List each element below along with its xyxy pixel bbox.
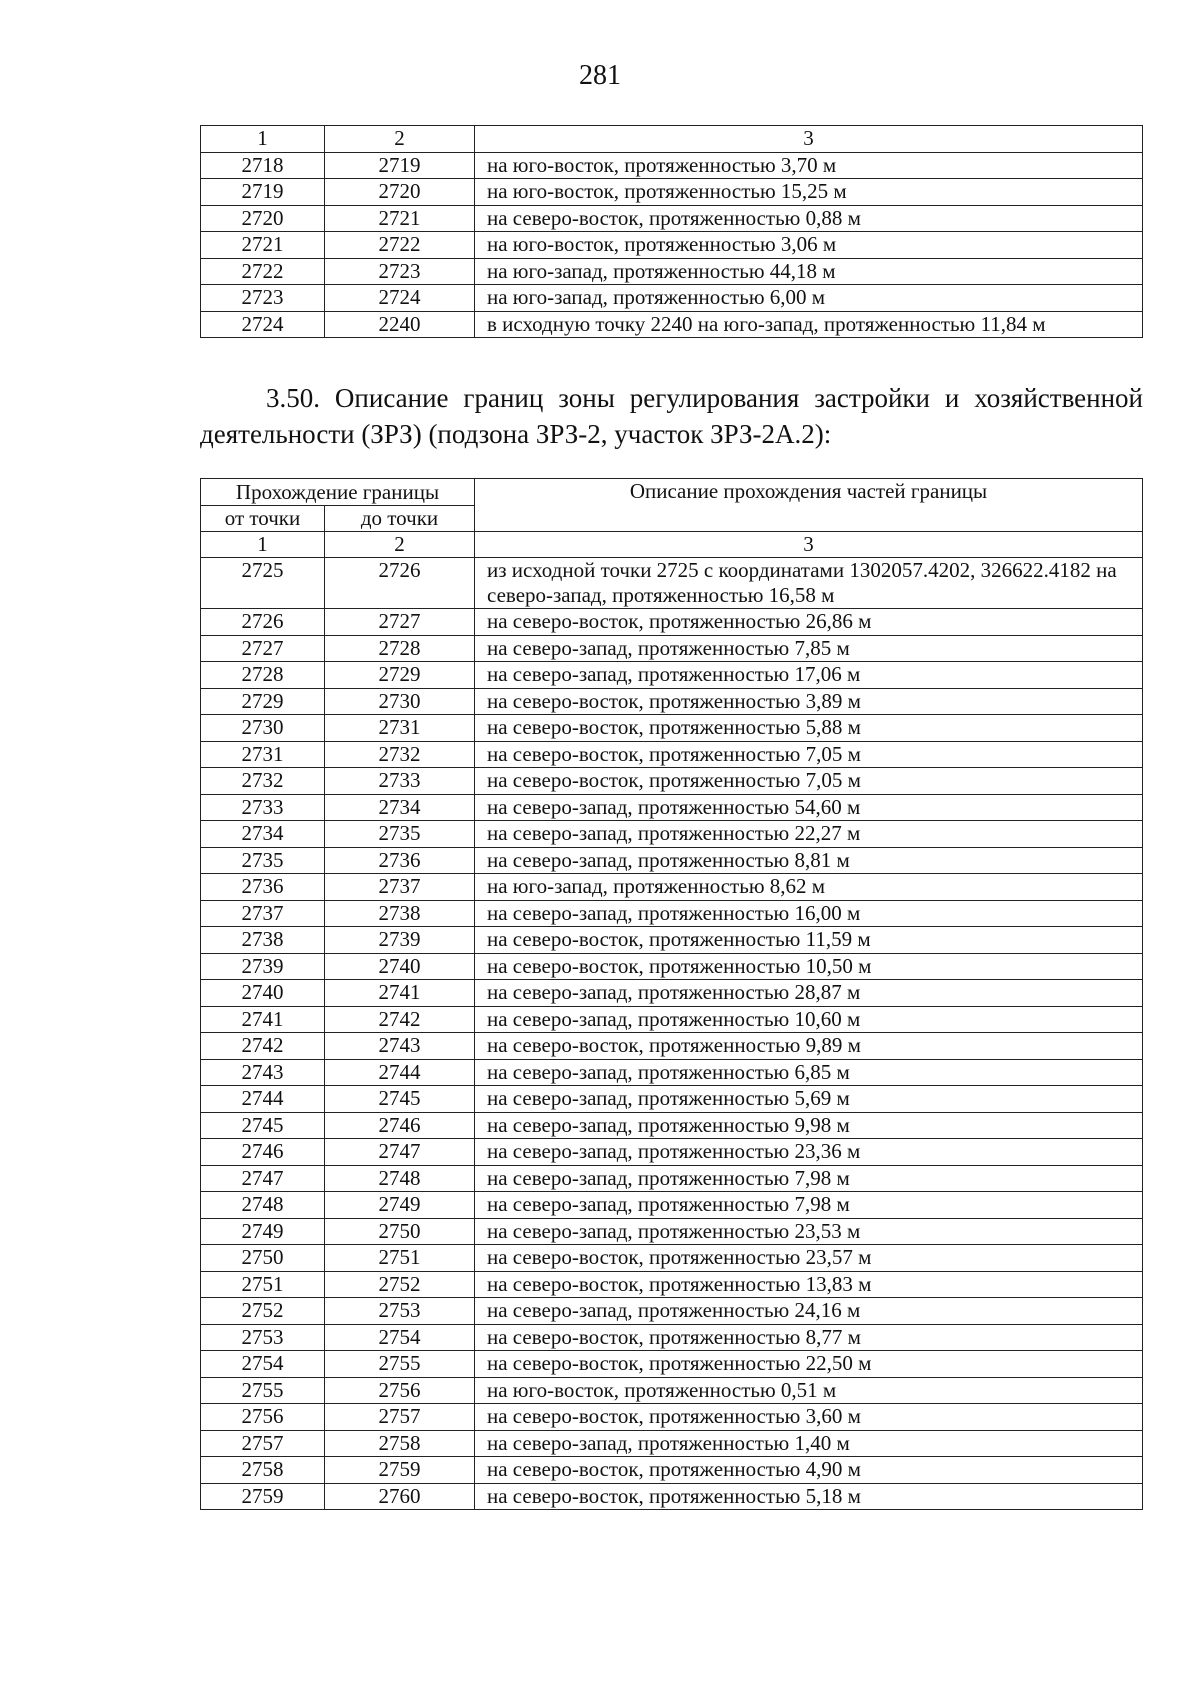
from-point-cell: 2733 <box>201 794 325 821</box>
description-cell: на северо-запад, протяженностью 10,60 м <box>475 1006 1143 1033</box>
table-row <box>201 1430 1143 1457</box>
description-cell: на северо-восток, протяженностью 3,60 м <box>475 1404 1143 1431</box>
description-cell: на северо-запад, протяженностью 16,00 м <box>475 900 1143 927</box>
boundary-description-table <box>200 478 1143 1510</box>
description-cell: на северо-восток, протяженностью 23,57 м <box>475 1245 1143 1272</box>
description-cell: на северо-запад, протяженностью 6,85 м <box>475 1059 1143 1086</box>
description-cell: на северо-запад, протяженностью 54,60 м <box>475 794 1143 821</box>
to-point-cell: 2721 <box>325 205 475 232</box>
from-point-cell: 2747 <box>201 1165 325 1192</box>
to-point-cell: 2754 <box>325 1324 475 1351</box>
to-point-cell: 2720 <box>325 179 475 206</box>
from-point-cell: 2740 <box>201 980 325 1007</box>
table2-body <box>201 558 1143 1510</box>
to-point-cell: 2746 <box>325 1112 475 1139</box>
table-row <box>201 688 1143 715</box>
from-point-cell: 2757 <box>201 1430 325 1457</box>
table-row <box>201 609 1143 636</box>
to-point-cell: 2737 <box>325 874 475 901</box>
description-cell: на юго-восток, протяженностью 3,06 м <box>475 232 1143 259</box>
table1-body <box>201 126 1143 338</box>
description-cell: на северо-запад, протяженностью 5,69 м <box>475 1086 1143 1113</box>
table-row <box>201 1112 1143 1139</box>
table-row <box>201 1377 1143 1404</box>
from-point-cell: 2722 <box>201 258 325 285</box>
table-row <box>201 662 1143 689</box>
table-row <box>201 847 1143 874</box>
table-row <box>201 1298 1143 1325</box>
description-cell: на северо-запад, протяженностью 23,36 м <box>475 1139 1143 1166</box>
to-point-cell: 2743 <box>325 1033 475 1060</box>
table-row <box>201 1086 1143 1113</box>
table2-col-number: 2 <box>325 532 475 558</box>
to-point-cell: 2727 <box>325 609 475 636</box>
table-row <box>201 285 1143 312</box>
description-cell: на северо-восток, протяженностью 7,05 м <box>475 741 1143 768</box>
description-cell: на северо-запад, протяженностью 7,98 м <box>475 1165 1143 1192</box>
header-description: Описание прохождения частей границы <box>475 479 1143 532</box>
description-cell: на северо-восток, протяженностью 13,83 м <box>475 1271 1143 1298</box>
table2-col-number: 1 <box>201 532 325 558</box>
from-point-cell: 2754 <box>201 1351 325 1378</box>
description-cell: на северо-запад, протяженностью 9,98 м <box>475 1112 1143 1139</box>
table-row <box>201 1218 1143 1245</box>
from-point-cell: 2729 <box>201 688 325 715</box>
description-cell: на северо-восток, протяженностью 11,59 м <box>475 927 1143 954</box>
from-point-cell: 2735 <box>201 847 325 874</box>
to-point-cell: 2729 <box>325 662 475 689</box>
to-point-cell: 2752 <box>325 1271 475 1298</box>
from-point-cell: 2739 <box>201 953 325 980</box>
description-cell: на северо-запад, протяженностью 23,53 м <box>475 1218 1143 1245</box>
to-point-cell: 2240 <box>325 311 475 338</box>
to-point-cell: 2739 <box>325 927 475 954</box>
to-point-cell: 2742 <box>325 1006 475 1033</box>
table-row <box>201 1006 1143 1033</box>
header-to-point: до точки <box>325 506 475 532</box>
from-point-cell: 2736 <box>201 874 325 901</box>
table-row <box>201 741 1143 768</box>
from-point-cell: 2725 <box>201 558 325 609</box>
from-point-cell: 2730 <box>201 715 325 742</box>
to-point-cell: 2738 <box>325 900 475 927</box>
from-point-cell: 2734 <box>201 821 325 848</box>
table-row <box>201 768 1143 795</box>
from-point-cell: 2753 <box>201 1324 325 1351</box>
to-point-cell: 2749 <box>325 1192 475 1219</box>
to-point-cell: 2758 <box>325 1430 475 1457</box>
to-point-cell: 2753 <box>325 1298 475 1325</box>
description-cell: на северо-восток, протяженностью 3,89 м <box>475 688 1143 715</box>
to-point-cell: 2748 <box>325 1165 475 1192</box>
from-point-cell: 2724 <box>201 311 325 338</box>
from-point-cell: 2752 <box>201 1298 325 1325</box>
table-row <box>201 1404 1143 1431</box>
table-row <box>201 152 1143 179</box>
to-point-cell: 2732 <box>325 741 475 768</box>
to-point-cell: 2744 <box>325 1059 475 1086</box>
to-point-cell: 2757 <box>325 1404 475 1431</box>
table1-header-row <box>201 126 1143 153</box>
from-point-cell: 2720 <box>201 205 325 232</box>
table2-header-row <box>201 479 1143 506</box>
to-point-cell: 2735 <box>325 821 475 848</box>
description-cell: на юго-запад, протяженностью 6,00 м <box>475 285 1143 312</box>
from-point-cell: 2750 <box>201 1245 325 1272</box>
table-row <box>201 635 1143 662</box>
description-cell: из исходной точки 2725 с координатами 1302057.4202, 326622.4182 на северо-запад, протяженностью 16,58 м <box>475 558 1143 609</box>
from-point-cell: 2742 <box>201 1033 325 1060</box>
from-point-cell: 2759 <box>201 1483 325 1510</box>
to-point-cell: 2740 <box>325 953 475 980</box>
from-point-cell: 2731 <box>201 741 325 768</box>
from-point-cell: 2728 <box>201 662 325 689</box>
header-boundary-passage: Прохождение границы <box>201 479 475 506</box>
table-row <box>201 980 1143 1007</box>
to-point-cell: 2724 <box>325 285 475 312</box>
table-row <box>201 1059 1143 1086</box>
to-point-cell: 2760 <box>325 1483 475 1510</box>
description-cell: на северо-восток, протяженностью 26,86 м <box>475 609 1143 636</box>
from-point-cell: 2732 <box>201 768 325 795</box>
description-cell: на северо-восток, протяженностью 0,88 м <box>475 205 1143 232</box>
from-point-cell: 2746 <box>201 1139 325 1166</box>
description-cell: на северо-восток, протяженностью 5,18 м <box>475 1483 1143 1510</box>
table-row <box>201 1351 1143 1378</box>
to-point-cell: 2733 <box>325 768 475 795</box>
from-point-cell: 2741 <box>201 1006 325 1033</box>
table-row <box>201 1457 1143 1484</box>
from-point-cell: 2718 <box>201 152 325 179</box>
from-point-cell: 2755 <box>201 1377 325 1404</box>
to-point-cell: 2723 <box>325 258 475 285</box>
table-row <box>201 258 1143 285</box>
table-row <box>201 558 1143 609</box>
from-point-cell: 2744 <box>201 1086 325 1113</box>
table-row <box>201 1271 1143 1298</box>
description-cell: на северо-запад, протяженностью 28,87 м <box>475 980 1143 1007</box>
from-point-cell: 2721 <box>201 232 325 259</box>
table-row <box>201 794 1143 821</box>
to-point-cell: 2750 <box>325 1218 475 1245</box>
description-cell: на юго-запад, протяженностью 44,18 м <box>475 258 1143 285</box>
to-point-cell: 2755 <box>325 1351 475 1378</box>
from-point-cell: 2727 <box>201 635 325 662</box>
description-cell: на северо-запад, протяженностью 1,40 м <box>475 1430 1143 1457</box>
from-point-cell: 2758 <box>201 1457 325 1484</box>
from-point-cell: 2719 <box>201 179 325 206</box>
from-point-cell: 2726 <box>201 609 325 636</box>
table-row <box>201 1165 1143 1192</box>
from-point-cell: 2745 <box>201 1112 325 1139</box>
to-point-cell: 2756 <box>325 1377 475 1404</box>
to-point-cell: 2726 <box>325 558 475 609</box>
from-point-cell: 2749 <box>201 1218 325 1245</box>
header-from-point: от точки <box>201 506 325 532</box>
table-row <box>201 179 1143 206</box>
table1-col-number: 1 <box>201 126 325 153</box>
to-point-cell: 2759 <box>325 1457 475 1484</box>
description-cell: на северо-запад, протяженностью 22,27 м <box>475 821 1143 848</box>
from-point-cell: 2743 <box>201 1059 325 1086</box>
boundary-table-continuation <box>200 125 1143 338</box>
to-point-cell: 2741 <box>325 980 475 1007</box>
from-point-cell: 2756 <box>201 1404 325 1431</box>
to-point-cell: 2722 <box>325 232 475 259</box>
to-point-cell: 2728 <box>325 635 475 662</box>
to-point-cell: 2730 <box>325 688 475 715</box>
description-cell: на юго-восток, протяженностью 0,51 м <box>475 1377 1143 1404</box>
description-cell: на северо-запад, протяженностью 8,81 м <box>475 847 1143 874</box>
from-point-cell: 2748 <box>201 1192 325 1219</box>
table-row <box>201 1033 1143 1060</box>
table-row <box>201 1324 1143 1351</box>
table-row <box>201 953 1143 980</box>
table-row <box>201 821 1143 848</box>
from-point-cell: 2737 <box>201 900 325 927</box>
table-row <box>201 715 1143 742</box>
to-point-cell: 2719 <box>325 152 475 179</box>
description-cell: на северо-восток, протяженностью 22,50 м <box>475 1351 1143 1378</box>
section-heading: 3.50. Описание границ зоны регулирования застройки и хозяйственной деятельности (ЗРЗ) (подзона ЗРЗ-2, участок ЗРЗ-2А.2): <box>200 383 1143 449</box>
page-number: 281 <box>579 60 621 91</box>
table2-col-number: 3 <box>475 532 1143 558</box>
table-row <box>201 205 1143 232</box>
description-cell: на северо-запад, протяженностью 17,06 м <box>475 662 1143 689</box>
table-row <box>201 1483 1143 1510</box>
from-point-cell: 2751 <box>201 1271 325 1298</box>
to-point-cell: 2751 <box>325 1245 475 1272</box>
description-cell: на северо-восток, протяженностью 4,90 м <box>475 1457 1143 1484</box>
description-cell: на юго-восток, протяженностью 15,25 м <box>475 179 1143 206</box>
to-point-cell: 2734 <box>325 794 475 821</box>
table-row <box>201 232 1143 259</box>
description-cell: на северо-восток, протяженностью 10,50 м <box>475 953 1143 980</box>
description-cell: в исходную точку 2240 на юго-запад, протяженностью 11,84 м <box>475 311 1143 338</box>
description-cell: на юго-запад, протяженностью 8,62 м <box>475 874 1143 901</box>
description-cell: на северо-восток, протяженностью 5,88 м <box>475 715 1143 742</box>
to-point-cell: 2745 <box>325 1086 475 1113</box>
to-point-cell: 2731 <box>325 715 475 742</box>
table1-col-number: 2 <box>325 126 475 153</box>
table-row <box>201 1139 1143 1166</box>
to-point-cell: 2736 <box>325 847 475 874</box>
description-cell: на северо-запад, протяженностью 24,16 м <box>475 1298 1143 1325</box>
table-row <box>201 311 1143 338</box>
table-row <box>201 1192 1143 1219</box>
from-point-cell: 2723 <box>201 285 325 312</box>
description-cell: на северо-восток, протяженностью 9,89 м <box>475 1033 1143 1060</box>
table1-col-number: 3 <box>475 126 1143 153</box>
description-cell: на северо-запад, протяженностью 7,98 м <box>475 1192 1143 1219</box>
description-cell: на северо-восток, протяженностью 7,05 м <box>475 768 1143 795</box>
table-row <box>201 874 1143 901</box>
table2-column-numbers-row <box>201 532 1143 558</box>
description-cell: на юго-восток, протяженностью 3,70 м <box>475 152 1143 179</box>
from-point-cell: 2738 <box>201 927 325 954</box>
table-row <box>201 1245 1143 1272</box>
table-row <box>201 927 1143 954</box>
table-row <box>201 900 1143 927</box>
description-cell: на северо-восток, протяженностью 8,77 м <box>475 1324 1143 1351</box>
to-point-cell: 2747 <box>325 1139 475 1166</box>
description-cell: на северо-запад, протяженностью 7,85 м <box>475 635 1143 662</box>
